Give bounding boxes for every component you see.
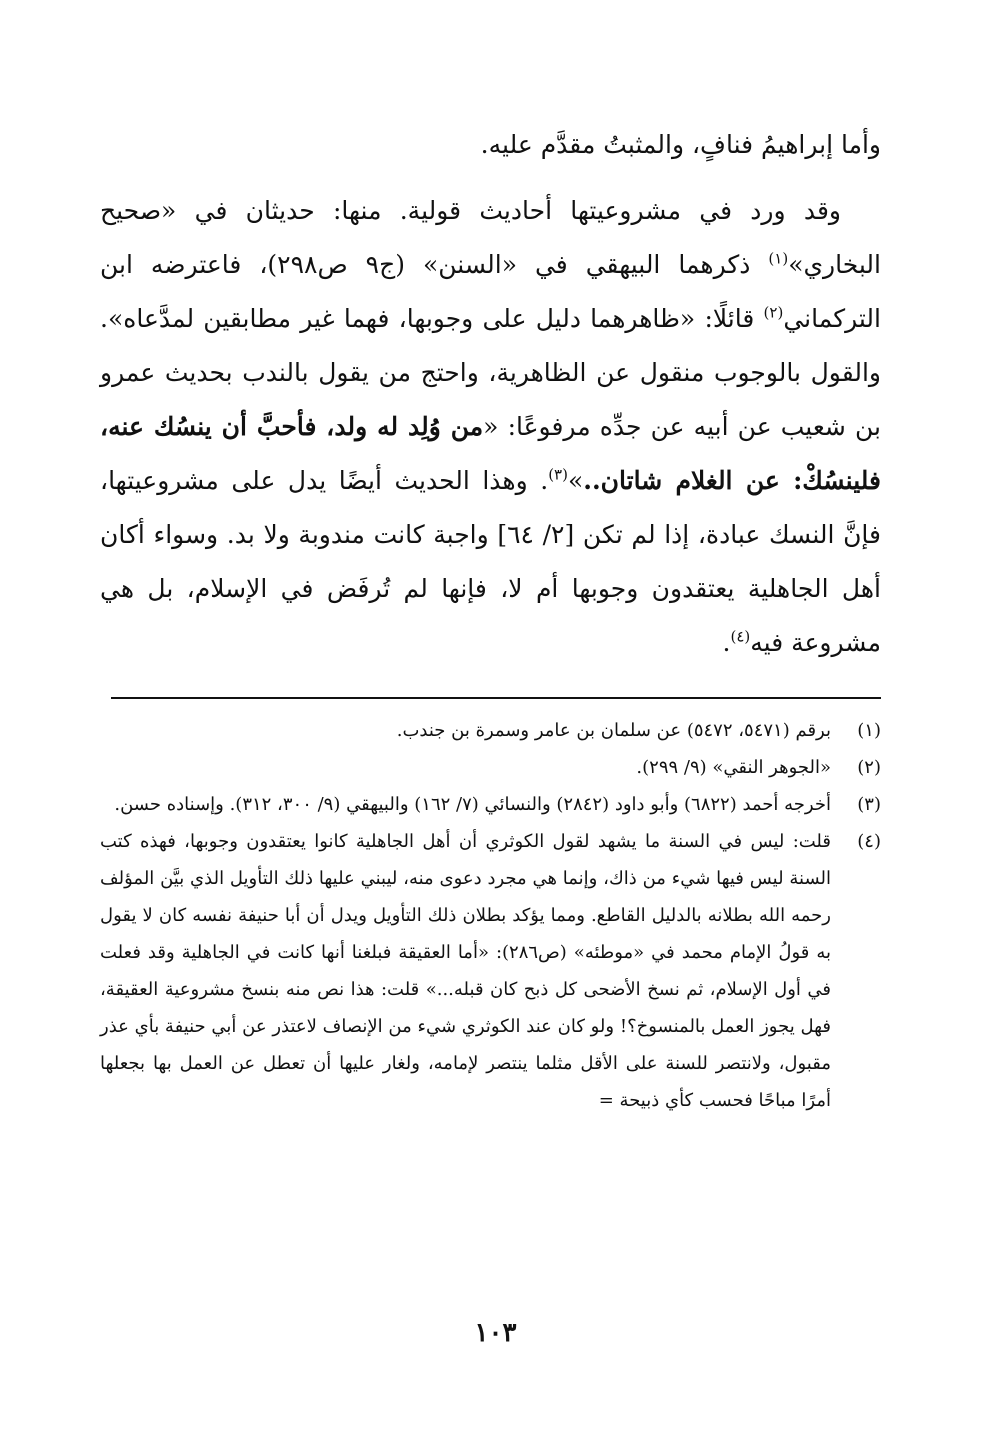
paragraph-2-text-1: وقد ورد في مشروعيتها أحاديث قولية. منها: حديثان في «صحيح البخاري»	[100, 196, 881, 279]
paragraph-1: وأما إبراهيمُ فنافٍ، والمثبتُ مقدَّم عليه.	[480, 130, 881, 159]
footnote-number: (٣)	[857, 794, 881, 815]
footnote-3	[100, 786, 881, 823]
footnote-4	[100, 823, 881, 1119]
footnote-text: قلت: ليس في السنة ما يشهد لقول الكوثري أن أهل الجاهلية كانوا يعتقدون وجوبها، فهذه كتب السنة ليس فيها شيء من ذاك، وإنما هي مجرد دعوى منه، ليبني عليها ذلك التأويل الذي بيَّن المؤلف رحمه الله بطلانه بالدليل القاطع. ومما يؤكد بطلان ذلك التأويل ويدل أن أبا حنيفة نفسه كان لا يقول به قولُ الإمام محمد في «موطئه» (ص٢٨٦): «أما العقيقة فبلغنا أنها كانت في الجاهلية وقد فعلت في أول الإسلام، ثم نسخ الأضحى كل ذبح كان قبله...» قلت: هذا نص منه بنسخ مشروعية العقيقة، فهل يجوز العمل بالمنسوخ؟! ولو كان عند الكوثري شيء من الإنصاف لاعتذر عن أبي حنيفة بأي عذر مقبول، ولانتصر للسنة على الأقل مثلما ينتصر لإمامه، ولغار عليها أن تعطل عن العمل بها بجعلها أمرًا مباحًا فحسب كأي ذبيحة =	[100, 831, 831, 1111]
footnote-ref-3[interactable]: (٣)	[548, 465, 568, 484]
footnotes	[100, 712, 881, 1119]
hadith-quote: من وُلِد له ولد، فأحبَّ أن ينسُك عنه، فلينسُكْ: عن الغلام شاتان..	[100, 412, 881, 495]
page-number: ١٠٣	[474, 1318, 517, 1348]
footnote-1	[100, 712, 881, 749]
footnote-number: (٢)	[857, 757, 881, 778]
footnote-text: برقم (٥٤٧١، ٥٤٧٢) عن سلمان بن عامر وسمرة بن جندب.	[396, 720, 831, 741]
footnote-text: أخرجه أحمد (٦٨٢٢) وأبو داود (٢٨٤٢) والنسائي (٧/ ١٦٢) والبيهقي (٩/ ٣٠٠، ٣١٢). وإسناده حسن.	[114, 794, 831, 815]
footnote-number: (١)	[857, 720, 881, 741]
paragraph-2-text-5: . وهذا الحديث أيضًا يدل على مشروعيتها، فإنَّ النسك عبادة، إذا لم تكن [٢/ ٦٤] واجبة كانت مندوبة ولا بد. وسواء أكان أهل الجاهلية يعتقدون وجوبها أم لا، فإنها لم تُرفَض في الإسلام، بل هي مشروعة فيه	[100, 466, 882, 657]
paragraph-2-text-6: .	[722, 628, 731, 657]
paragraph-2-text-4: »	[567, 466, 584, 495]
footnote-ref-4[interactable]: (٤)	[730, 627, 751, 646]
footnote-text: «الجوهر النقي» (٩/ ٢٩٩).	[636, 757, 831, 778]
footnote-2	[100, 749, 881, 786]
paragraph-2	[100, 184, 881, 670]
footnote-number: (٤)	[857, 831, 881, 852]
footnote-divider	[111, 697, 881, 699]
footnote-ref-1[interactable]: (١)	[768, 249, 789, 268]
main-text	[100, 118, 881, 670]
footnote-ref-2[interactable]: (٢)	[763, 303, 784, 322]
paragraph-2-text-2: ذكرهما البيهقي في «السنن» (ج٩ ص٢٩٨)، فاعترضه ابن التركماني	[100, 250, 881, 333]
paragraph-2-text-3: قائلًا: «ظاهرهما دليل على وجوبها، فهما غير مطابقين لمدَّعاه». والقول بالوجوب منقول عن الظاهرية، واحتج من يقول بالندب بحديث عمرو بن شعيب عن أبيه عن جدِّه مرفوعًا: «	[100, 304, 881, 441]
